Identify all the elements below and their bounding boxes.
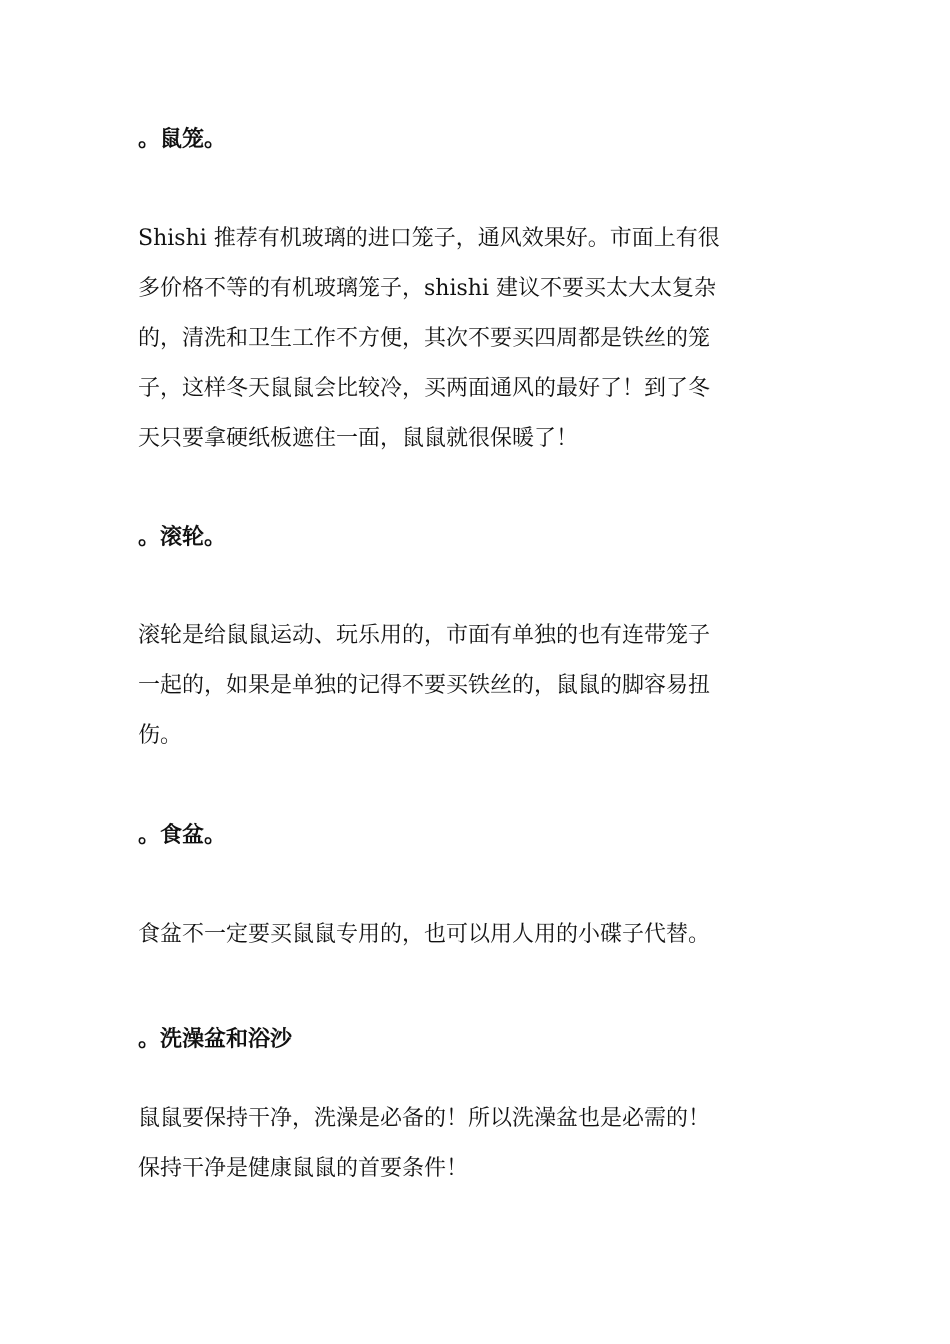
section-heading-food-bowl: 。食盆。 — [138, 822, 227, 848]
section-paragraph-food-bowl — [138, 910, 810, 960]
section-heading-bath: 。洗澡盆和浴沙 — [138, 1026, 293, 1052]
paragraph-line: 滚轮是给鼠鼠运动、玩乐用的，市面有单独的也有连带笼子 — [138, 623, 711, 648]
paragraph-line: 保持干净是健康鼠鼠的首要条件！ — [138, 1156, 469, 1181]
section-paragraph-bath — [138, 1094, 810, 1194]
paragraph-line: 伤。 — [138, 723, 183, 748]
paragraph-line: 鼠鼠要保持干净，洗澡是必备的！所以洗澡盆也是必需的！ — [138, 1106, 711, 1131]
paragraph-line: Shishi 推荐有机玻璃的进口笼子，通风效果好。市面上有很 — [138, 226, 720, 251]
paragraph-line: 的，清洗和卫生工作不方便，其次不要买四周都是铁丝的笼 — [138, 326, 711, 351]
paragraph-line: 一起的，如果是单独的记得不要买铁丝的，鼠鼠的脚容易扭 — [138, 673, 711, 698]
paragraph-line: 子，这样冬天鼠鼠会比较冷，买两面通风的最好了！到了冬 — [138, 376, 711, 401]
section-paragraph-cage — [138, 214, 810, 464]
paragraph-line: 食盆不一定要买鼠鼠专用的，也可以用人用的小碟子代替。 — [138, 922, 711, 947]
section-paragraph-wheel — [138, 611, 810, 761]
section-heading-wheel: 。滚轮。 — [138, 524, 227, 550]
paragraph-line: 天只要拿硬纸板遮住一面，鼠鼠就很保暖了！ — [138, 426, 579, 451]
paragraph-line: 多价格不等的有机玻璃笼子，shishi 建议不要买太大太复杂 — [138, 276, 716, 301]
section-heading-cage: 。鼠笼。 — [138, 126, 227, 152]
